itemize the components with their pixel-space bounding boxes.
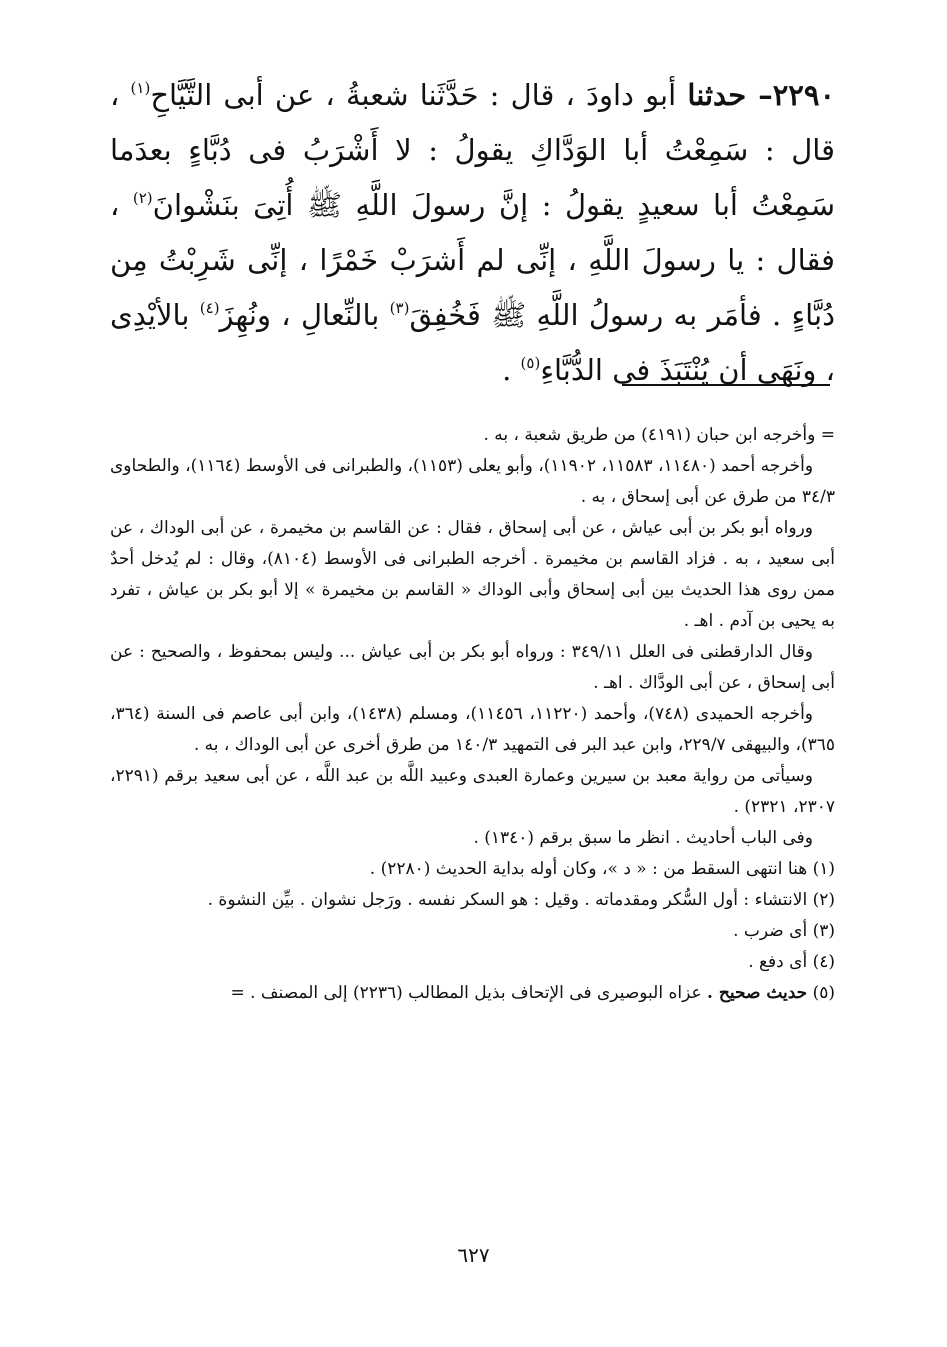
- hadith-line-1: أبو داودَ ، قال : حَدَّثَنا شعبةُ ، عن أبى التَّيَّاحِ: [150, 78, 677, 112]
- footnote-ref-1: (١): [130, 79, 151, 97]
- footnote-2: (٢) الانتشاء : أول السُّكر ومقدماته . وقيل : هو السكر نفسه . ورَجل نشوان . بيِّن النشوة .: [207, 890, 835, 910]
- footnote-paragraph-1: وأخرجه أحمد (١١٤٨٠، ١١٥٨٣، ١١٩٠٢)، وأبو يعلى (١١٥٣)، والطبرانى فى الأوسط (١١٦٤)، والطحاوى ٣٤/٣ من طرق عن أبى إسحاق ، به .: [110, 456, 835, 507]
- footnote-separator: [622, 384, 830, 386]
- footnote-5-grade: حديث صحيح .: [707, 983, 808, 1003]
- footnote-paragraph-3: وقال الدارقطنى فى العلل ٣٤٩/١١ : ورواه أبو بكر بن أبى عياش ... وليس بمحفوظ ، والصحيح : عن أبى إسحاق ، عن أبى الودَّاك . اهـ .: [110, 642, 835, 693]
- page-number: ٦٢٧: [457, 1243, 490, 1267]
- hadith-dash: –: [746, 78, 773, 112]
- footnote-paragraph-2: ورواه أبو بكر بن أبى عياش ، عن أبى إسحاق ، فقال : عن القاسم بن مخيمرة ، عن أبى الوداك ، عن أبى سعيد ، به . فزاد القاسم بن مخيمرة . أخرجه الطبرانى فى الأوسط (٨١٠٤)، وقال : لم يُدخل أحدٌ ممن روى هذا الحديث بين أبى إسحاق وأبى الوداك « القاسم بن مخيمرة » إلا أبو بكر بن عياش ، تفرد به يحيى بن آدم . اهـ .: [110, 518, 836, 631]
- footnote-3: (٣) أى ضرب .: [733, 921, 835, 941]
- hadith-number: ٢٢٩٠: [772, 78, 836, 112]
- footnote-paragraph-5: وسيأتى من رواية معبد بن سيرين وعمارة العبدى وعبيد اللَّه بن عبد اللَّه ، عن أبى سعيد برقم (٢٢٩١، ٢٣٠٧، ٢٣٢١) .: [110, 766, 835, 817]
- hadith-end: .: [502, 353, 512, 387]
- footnote-continuation: = وأخرجه ابن حبان (٤١٩١) من طريق شعبة ، به .: [483, 425, 835, 445]
- narrator-intro: حدثنا: [687, 78, 747, 112]
- hadith-line-5: بالأيْدِى ، ونَهَى أن يُنْتَبَذَ فى الدُّبَّاءِ: [110, 298, 835, 387]
- footnote-5-text: عزاه البوصيرى فى الإتحاف بذيل المطالب (٢٢٣٦) إلى المصنف . =: [230, 983, 702, 1003]
- footnote-ref-2: (٢): [132, 189, 153, 207]
- footnote-paragraph-4: وأخرجه الحميدى (٧٤٨)، وأحمد (١١٢٢٠، ١١٤٥٦)، ومسلم (١٤٣٨)، وابن أبى عاصم فى السنة (٣٦٤، ٣٦٥)، والبيهقى ٢٢٩/٧، وابن عبد البر فى التمهيد ١٤٠/٣ من طرق أخرى عن أبى الوداك ، به .: [110, 704, 835, 755]
- hadith-paragraph: [110, 68, 835, 398]
- footnote-5-number: (٥): [812, 983, 835, 1003]
- footnote-4: (٤) أى دفع .: [748, 952, 835, 972]
- footnote-ref-3: (٣): [389, 299, 410, 317]
- footnote-ref-4: (٤): [199, 299, 220, 317]
- footnote-1: (١) هنا انتهى السقط من : « د »، وكان أوله بداية الحديث (٢٢٨٠) .: [369, 859, 835, 879]
- hadith-text: [110, 68, 835, 398]
- hadith-line-4: بالنِّعالِ ، ونُهِزَ: [219, 298, 380, 332]
- footnote-paragraph-6: وفى الباب أحاديث . انظر ما سبق برقم (١٣٤٠) .: [473, 828, 813, 848]
- hadith-line-3: ، فقال : يا رسولَ اللَّهِ ، إنِّى لم أَشرَبْ خَمْرًا ، إنِّى شَرِبْتُ مِن دُبَّاءٍ . فأمَر به رسولُ اللَّهِ ﷺ فَخُفِقَ: [110, 188, 835, 332]
- hadith-line-2: ، قال : سَمِعْتُ أبا الوَدَّاكِ يقولُ : لا أَشْرَبُ فى دُبَّاءٍ بعدَما سَمِعْتُ أبا سعيدٍ يقولُ : إنَّ رسولَ اللَّهِ ﷺ أُتِىَ بنَشْوانَ: [110, 78, 835, 222]
- footnote-5: [110, 978, 835, 1009]
- footnotes: [110, 420, 835, 1009]
- footnote-ref-5: (٥): [520, 354, 541, 372]
